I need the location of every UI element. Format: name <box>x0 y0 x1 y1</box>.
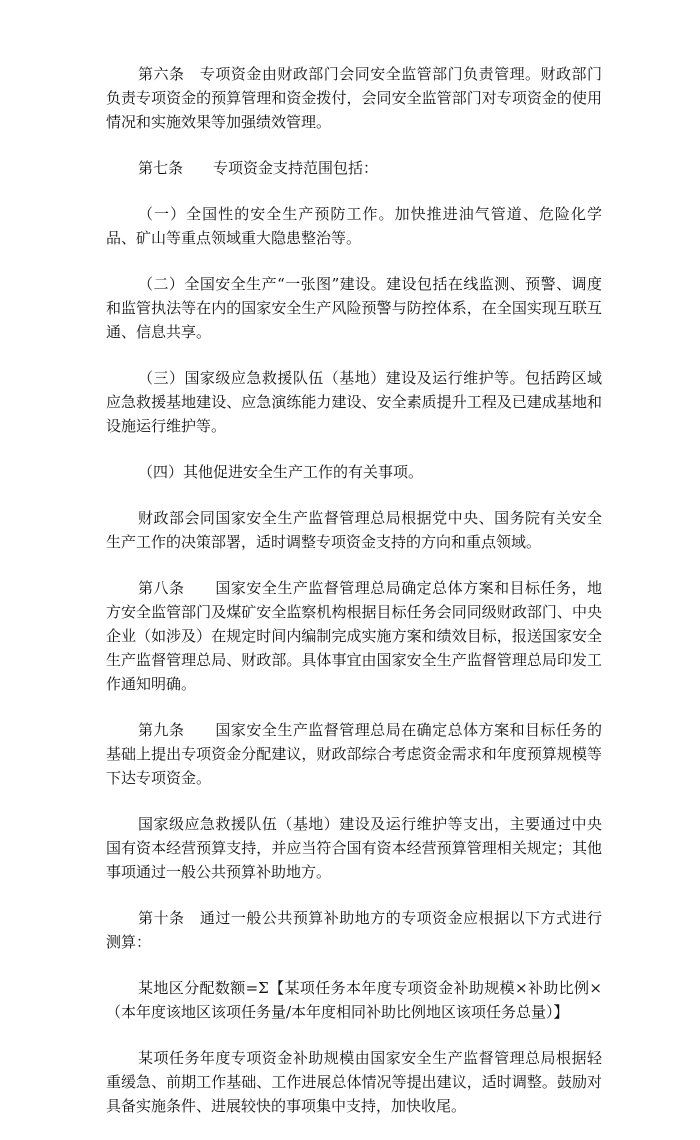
article-7-item-1: （一）全国性的安全生产预防工作。加快推进油气管道、危险化学品、矿山等重点领域重大隐患整治等。 <box>106 205 602 247</box>
article-7-item-2: （二）全国安全生产“一张图”建设。建设包括在线监测、预警、调度和监管执法等在内的国家安全生产风险预警与防控体系，在全国实现互联互通、信息共享。 <box>106 275 602 341</box>
article-9: 第九条 国家安全生产监督管理总局在确定总体方案和目标任务的基础上提出专项资金分配建议，财政部综合考虑资金需求和年度预算规模等下达专项资金。 <box>106 721 602 787</box>
article-7-note: 财政部会同国家安全生产监督管理总局根据党中央、国务院有关安全生产工作的决策部署，适时调整专项资金支持的方向和重点领域。 <box>106 509 602 551</box>
article-10-note: 某项任务年度专项资金补助规模由国家安全生产监督管理总局根据轻重缓急、前期工作基础、工作进展总体情况等提出建议，适时调整。鼓励对具备实施条件、进展较快的事项集中支持，加快收尾。 <box>106 1049 602 1115</box>
article-7-item-3: （三）国家级应急救援队伍（基地）建设及运行维护等。包括跨区域应急救援基地建设、应急演练能力建设、安全素质提升工程及已建成基地和设施运行维护等。 <box>106 369 602 435</box>
article-8: 第八条 国家安全生产监督管理总局确定总体方案和目标任务，地方安全监管部门及煤矿安全监察机构根据目标任务会同同级财政部门、中央企业（如涉及）在规定时间内编制完成实施方案和绩效目标，报送国家安全生产监督管理总局、财政部。具体事宜由国家安全生产监督管理总局印发工作通知明确。 <box>106 579 602 693</box>
article-7: 第七条 专项资金支持范围包括： <box>138 159 379 177</box>
article-7-item-4: （四）其他促进安全生产工作的有关事项。 <box>138 463 424 481</box>
allocation-formula: 某地区分配数额=Σ【某项任务本年度专项资金补助规模×补助比例×（本年度该地区该项任务量/本年度相同补助比例地区该项任务总量）】 <box>106 979 602 1021</box>
document-body <box>106 62 602 1140</box>
article-6: 第六条 专项资金由财政部门会同安全监管部门负责管理。财政部门负责专项资金的预算管理和资金拨付，会同安全监管部门对专项资金的使用情况和实施效果等加强绩效管理。 <box>106 65 602 131</box>
article-9-note: 国家级应急救援队伍（基地）建设及运行维护等支出，主要通过中央国有资本经营预算支持，并应当符合国有资本经营预算管理相关规定；其他事项通过一般公共预算补助地方。 <box>106 815 602 881</box>
article-10: 第十条 通过一般公共预算补助地方的专项资金应根据以下方式进行测算： <box>106 909 602 951</box>
